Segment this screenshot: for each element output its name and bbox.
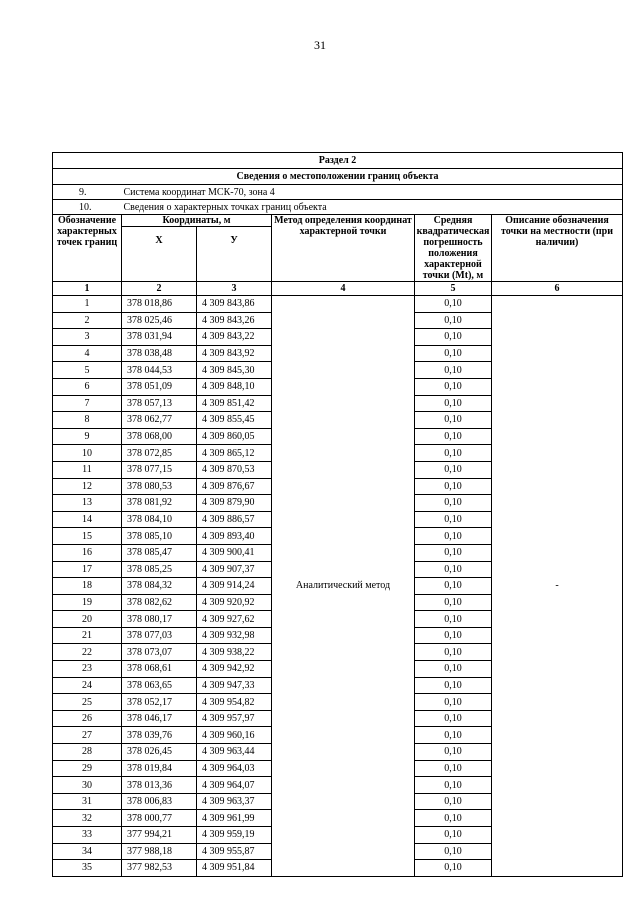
point-number: 16 [53, 544, 122, 561]
coordinate-x: 378 046,17 [122, 710, 197, 727]
header-y: У [197, 227, 272, 282]
accuracy-value: 0,10 [415, 793, 492, 810]
coordinate-x: 378 084,10 [122, 511, 197, 528]
header-description: Описание обозначения точки на местности (при наличии) [492, 215, 623, 282]
coordinate-x: 378 000,77 [122, 810, 197, 827]
coordinate-x: 378 019,84 [122, 760, 197, 777]
coordinate-x: 378 084,32 [122, 578, 197, 595]
coordinate-x: 377 988,18 [122, 843, 197, 860]
coordinate-y: 4 309 938,22 [197, 644, 272, 661]
accuracy-value: 0,10 [415, 860, 492, 877]
coordinate-x: 378 006,83 [122, 793, 197, 810]
coordinate-x: 378 052,17 [122, 694, 197, 711]
accuracy-value: 0,10 [415, 296, 492, 313]
coordinate-x: 378 063,65 [122, 677, 197, 694]
point-number: 35 [53, 860, 122, 877]
point-number: 19 [53, 594, 122, 611]
coordinate-y: 4 309 957,97 [197, 710, 272, 727]
accuracy-value: 0,10 [415, 495, 492, 512]
coordinate-x: 378 051,09 [122, 378, 197, 395]
point-number: 18 [53, 578, 122, 595]
accuracy-value: 0,10 [415, 428, 492, 445]
coordinate-x: 378 018,86 [122, 296, 197, 313]
coordinate-y: 4 309 963,37 [197, 793, 272, 810]
point-number: 13 [53, 495, 122, 512]
accuracy-value: 0,10 [415, 544, 492, 561]
column-number: 1 [53, 282, 122, 296]
point-number: 5 [53, 362, 122, 379]
coordinate-y: 4 309 954,82 [197, 694, 272, 711]
header-x: X [122, 227, 197, 282]
accuracy-value: 0,10 [415, 312, 492, 329]
point-number: 34 [53, 843, 122, 860]
point-number: 14 [53, 511, 122, 528]
section-title: Раздел 2 [53, 153, 623, 169]
coordinate-y: 4 309 879,90 [197, 495, 272, 512]
accuracy-value: 0,10 [415, 461, 492, 478]
coordinate-x: 378 068,00 [122, 428, 197, 445]
info-number: 9. [53, 185, 122, 200]
point-number: 10 [53, 445, 122, 462]
header-row [53, 215, 623, 227]
coordinate-y: 4 309 900,41 [197, 544, 272, 561]
accuracy-value: 0,10 [415, 594, 492, 611]
coordinate-y: 4 309 848,10 [197, 378, 272, 395]
column-number: 2 [122, 282, 197, 296]
coordinate-y: 4 309 855,45 [197, 412, 272, 429]
accuracy-value: 0,10 [415, 362, 492, 379]
coordinate-y: 4 309 870,53 [197, 461, 272, 478]
point-number: 17 [53, 561, 122, 578]
coordinate-y: 4 309 843,26 [197, 312, 272, 329]
point-number: 15 [53, 528, 122, 545]
coordinate-x: 377 982,53 [122, 860, 197, 877]
coordinate-x: 378 082,62 [122, 594, 197, 611]
info-number: 10. [53, 200, 122, 215]
coordinate-y: 4 309 876,67 [197, 478, 272, 495]
coordinate-x: 378 085,10 [122, 528, 197, 545]
coordinate-x: 378 073,07 [122, 644, 197, 661]
coordinate-y: 4 309 920,92 [197, 594, 272, 611]
accuracy-value: 0,10 [415, 843, 492, 860]
point-number: 30 [53, 777, 122, 794]
accuracy-value: 0,10 [415, 827, 492, 844]
accuracy-value: 0,10 [415, 777, 492, 794]
accuracy-value: 0,10 [415, 412, 492, 429]
coordinate-x: 378 038,48 [122, 345, 197, 362]
accuracy-value: 0,10 [415, 561, 492, 578]
table-row [53, 296, 623, 313]
coordinate-y: 4 309 843,22 [197, 329, 272, 346]
accuracy-value: 0,10 [415, 760, 492, 777]
point-number: 1 [53, 296, 122, 313]
coordinate-y: 4 309 955,87 [197, 843, 272, 860]
point-number: 33 [53, 827, 122, 844]
coordinate-x: 378 080,17 [122, 611, 197, 628]
header-designation: Обозначение характерных точек границ [53, 215, 122, 282]
point-number: 27 [53, 727, 122, 744]
coordinate-y: 4 309 845,30 [197, 362, 272, 379]
coordinate-x: 378 072,85 [122, 445, 197, 462]
coordinate-x: 378 080,53 [122, 478, 197, 495]
accuracy-value: 0,10 [415, 611, 492, 628]
coordinate-x: 378 062,77 [122, 412, 197, 429]
point-number: 6 [53, 378, 122, 395]
method-cell: Аналитический метод [272, 296, 415, 877]
accuracy-value: 0,10 [415, 395, 492, 412]
point-number: 32 [53, 810, 122, 827]
coordinate-x: 378 013,36 [122, 777, 197, 794]
info-row-points [53, 200, 623, 215]
point-number: 24 [53, 677, 122, 694]
accuracy-value: 0,10 [415, 677, 492, 694]
page-number: 31 [314, 38, 326, 52]
point-number: 3 [53, 329, 122, 346]
coordinate-y: 4 309 964,03 [197, 760, 272, 777]
point-number: 4 [53, 345, 122, 362]
coordinate-y: 4 309 960,16 [197, 727, 272, 744]
coordinate-y: 4 309 947,33 [197, 677, 272, 694]
section-subtitle: Сведения о местоположении границ объекта [53, 169, 623, 185]
coordinate-x: 378 057,13 [122, 395, 197, 412]
coordinate-y: 4 309 843,92 [197, 345, 272, 362]
coordinate-y: 4 309 961,99 [197, 810, 272, 827]
point-number: 25 [53, 694, 122, 711]
coordinate-x: 378 031,94 [122, 329, 197, 346]
header-accuracy: Средняя квадратическая погрешность положения характерной точки (Мt), м [415, 215, 492, 282]
coordinate-y: 4 309 907,37 [197, 561, 272, 578]
accuracy-value: 0,10 [415, 661, 492, 678]
point-number: 31 [53, 793, 122, 810]
coordinate-x: 378 077,15 [122, 461, 197, 478]
coordinate-x: 378 077,03 [122, 627, 197, 644]
accuracy-value: 0,10 [415, 578, 492, 595]
point-number: 23 [53, 661, 122, 678]
coordinate-x: 378 044,53 [122, 362, 197, 379]
point-number: 26 [53, 710, 122, 727]
accuracy-value: 0,10 [415, 329, 492, 346]
coordinate-y: 4 309 851,42 [197, 395, 272, 412]
point-number: 11 [53, 461, 122, 478]
accuracy-value: 0,10 [415, 727, 492, 744]
point-number: 29 [53, 760, 122, 777]
coordinate-y: 4 309 893,40 [197, 528, 272, 545]
accuracy-value: 0,10 [415, 478, 492, 495]
accuracy-value: 0,10 [415, 627, 492, 644]
info-text: Система координат МСК-70, зона 4 [122, 185, 623, 200]
description-cell: - [492, 296, 623, 877]
point-number: 12 [53, 478, 122, 495]
coordinate-y: 4 309 959,19 [197, 827, 272, 844]
coordinate-y: 4 309 860,05 [197, 428, 272, 445]
boundary-points-table [52, 152, 623, 877]
coordinate-x: 378 085,25 [122, 561, 197, 578]
column-number: 3 [197, 282, 272, 296]
coordinate-y: 4 309 843,86 [197, 296, 272, 313]
point-number: 9 [53, 428, 122, 445]
coordinate-y: 4 309 951,84 [197, 860, 272, 877]
point-number: 20 [53, 611, 122, 628]
coordinate-y: 4 309 942,92 [197, 661, 272, 678]
accuracy-value: 0,10 [415, 445, 492, 462]
column-number: 4 [272, 282, 415, 296]
column-number: 5 [415, 282, 492, 296]
accuracy-value: 0,10 [415, 694, 492, 711]
point-number: 8 [53, 412, 122, 429]
coordinate-y: 4 309 964,07 [197, 777, 272, 794]
accuracy-value: 0,10 [415, 644, 492, 661]
header-coordinates: Координаты, м [122, 215, 272, 227]
column-numbers-row [53, 282, 623, 296]
info-text: Сведения о характерных точках границ объекта [122, 200, 623, 215]
coordinate-y: 4 309 927,62 [197, 611, 272, 628]
coordinate-x: 378 026,45 [122, 744, 197, 761]
point-number: 22 [53, 644, 122, 661]
accuracy-value: 0,10 [415, 345, 492, 362]
accuracy-value: 0,10 [415, 710, 492, 727]
coordinate-x: 378 039,76 [122, 727, 197, 744]
header-method: Метод определения координат характерной точки [272, 215, 415, 282]
point-number: 21 [53, 627, 122, 644]
accuracy-value: 0,10 [415, 744, 492, 761]
coordinate-x: 377 994,21 [122, 827, 197, 844]
coordinate-y: 4 309 886,57 [197, 511, 272, 528]
coordinate-y: 4 309 914,24 [197, 578, 272, 595]
column-number: 6 [492, 282, 623, 296]
coordinate-y: 4 309 963,44 [197, 744, 272, 761]
accuracy-value: 0,10 [415, 511, 492, 528]
info-row-coordinate-system [53, 185, 623, 200]
coordinate-x: 378 025,46 [122, 312, 197, 329]
accuracy-value: 0,10 [415, 528, 492, 545]
point-number: 2 [53, 312, 122, 329]
coordinate-y: 4 309 865,12 [197, 445, 272, 462]
accuracy-value: 0,10 [415, 810, 492, 827]
point-number: 7 [53, 395, 122, 412]
coordinate-y: 4 309 932,98 [197, 627, 272, 644]
coordinate-x: 378 068,61 [122, 661, 197, 678]
coordinate-x: 378 081,92 [122, 495, 197, 512]
accuracy-value: 0,10 [415, 378, 492, 395]
coordinate-x: 378 085,47 [122, 544, 197, 561]
point-number: 28 [53, 744, 122, 761]
